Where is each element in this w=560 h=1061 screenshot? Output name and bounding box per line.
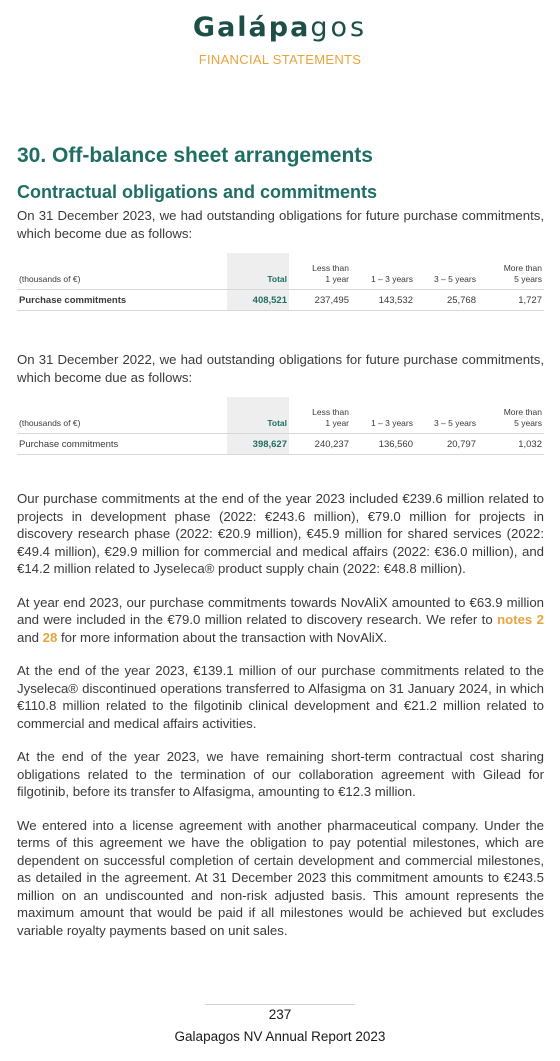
text-run: and (17, 629, 43, 645)
column-header-total: Total (227, 397, 289, 434)
header-line: Less than (312, 263, 349, 273)
logo-light-text: gos (310, 12, 368, 43)
text-run: for more information about the transaction with NovAliX. (57, 629, 388, 645)
company-logo (0, 12, 560, 44)
commitments-table-2022 (17, 397, 544, 455)
column-header-1-3-years: 1 – 3 years (370, 274, 413, 284)
cell-more-than-5-years: 1,727 (478, 290, 544, 311)
paragraph-jyseleca-transfer: At the end of the year 2023, €139.1 million of our purchase commitments related to the Jyseleca® discontinued operations transferred to Alfasigma on 31 January 2024, in which €110.8 million related to the filgotinib clinical development and €21.2 million related to commercial and medical affairs activities. (17, 663, 544, 731)
page-header (0, 0, 560, 68)
header-line: 5 years (514, 274, 542, 284)
cell-total: 398,627 (227, 434, 289, 455)
header-subtitle: FINANCIAL STATEMENTS (198, 52, 362, 67)
page-number: 237 (268, 1007, 292, 1022)
subsection-title: Contractual obligations and commitments (17, 182, 378, 202)
column-header-3-5-years: 3 – 5 years (433, 274, 476, 284)
section-title: 30. Off-balance sheet arrangements (17, 144, 373, 167)
cell-1-3-years: 143,532 (351, 290, 415, 311)
logo-bold-text: Galápa (192, 12, 311, 43)
column-header-units: (thousands of €) (19, 274, 81, 284)
paragraph-gilead-cost-sharing: At the end of the year 2023, we have remaining short-term contractual cost sharing obligations related to the termination of our collaboration agreement with Gilead for filgotinib, before its transfer to Alfasigma, amounting to €12.3 million. (17, 749, 544, 799)
cell-total: 408,521 (227, 290, 289, 311)
cell-3-5-years: 25,768 (415, 290, 478, 311)
paragraph-purchase-commitments: Our purchase commitments at the end of the year 2023 included €239.6 million related to projects in development phase (2022: €243.6 million), €79.0 million for projects in discovery research phase (2022: €20.9 million), €45.9 million for shared services (2022: €49.4 million), €29.9 million for commercial and medical affairs (2022: €36.0 million), and €14.2 million related to Jyseleca® product supply chain (2022: €48.8 million). (17, 491, 544, 576)
cell-less-than-1-year: 240,237 (289, 434, 351, 455)
paragraph-license-agreement: We entered into a license agreement with another pharmaceutical company. Under the terms of this agreement we have the obligation to pay potential milestones, which are dependent on successful completion of certain development and commercial milestones, as detailed in the agreement. At 31 December 2023 this commitment amounts to €243.5 million on an undiscounted and non-risk adjusted basis. This amount represents the maximum amount that would be paid if all milestones would be achieved but excludes variable royalty payments based on unit sales. (17, 817, 544, 938)
table-header-row (17, 253, 544, 290)
table-header-row (17, 397, 544, 434)
intro-2023: On 31 December 2023, we had outstanding obligations for future purchase commitments, which become due as follows: (17, 208, 544, 241)
text-run: At year end 2023, our purchase commitments towards NovAliX amounted to €63.9 million and were included in the €79.0 million related to discovery research. We refer to (17, 594, 544, 627)
column-header-less-than-1-year (289, 253, 351, 290)
main-content (17, 143, 544, 939)
column-header-3-5-years: 3 – 5 years (433, 418, 476, 428)
footer-divider (205, 1004, 355, 1005)
cell-more-than-5-years: 1,032 (478, 434, 544, 455)
cell-less-than-1-year: 237,495 (289, 290, 351, 311)
header-line: 1 year (325, 418, 349, 428)
body-text (17, 490, 544, 939)
table-row (17, 290, 544, 311)
page-footer (0, 1004, 560, 1046)
cell-3-5-years: 20,797 (415, 434, 478, 455)
row-label: Purchase commitments (17, 434, 227, 455)
table-row (17, 434, 544, 455)
commitments-table-2023 (17, 253, 544, 311)
header-line: More than (503, 407, 542, 417)
header-line: Less than (312, 407, 349, 417)
header-line: 1 year (325, 274, 349, 284)
header-line: 5 years (514, 418, 542, 428)
row-label: Purchase commitments (17, 290, 227, 311)
report-title: Galapagos NV Annual Report 2023 (174, 1029, 386, 1044)
column-header-total: Total (227, 253, 289, 290)
cell-1-3-years: 136,560 (351, 434, 415, 455)
intro-2022: On 31 December 2022, we had outstanding obligations for future purchase commitments, which become due as follows: (17, 352, 544, 385)
column-header-less-than-1-year (289, 397, 351, 434)
paragraph-novalix (17, 594, 544, 647)
column-header-more-than-5-years (478, 397, 544, 434)
column-header-units: (thousands of €) (19, 418, 81, 428)
link-note-2[interactable]: notes 2 (497, 612, 545, 627)
column-header-1-3-years: 1 – 3 years (370, 418, 413, 428)
link-note-28[interactable]: 28 (42, 629, 58, 645)
column-header-more-than-5-years (478, 253, 544, 290)
header-line: More than (503, 263, 542, 273)
